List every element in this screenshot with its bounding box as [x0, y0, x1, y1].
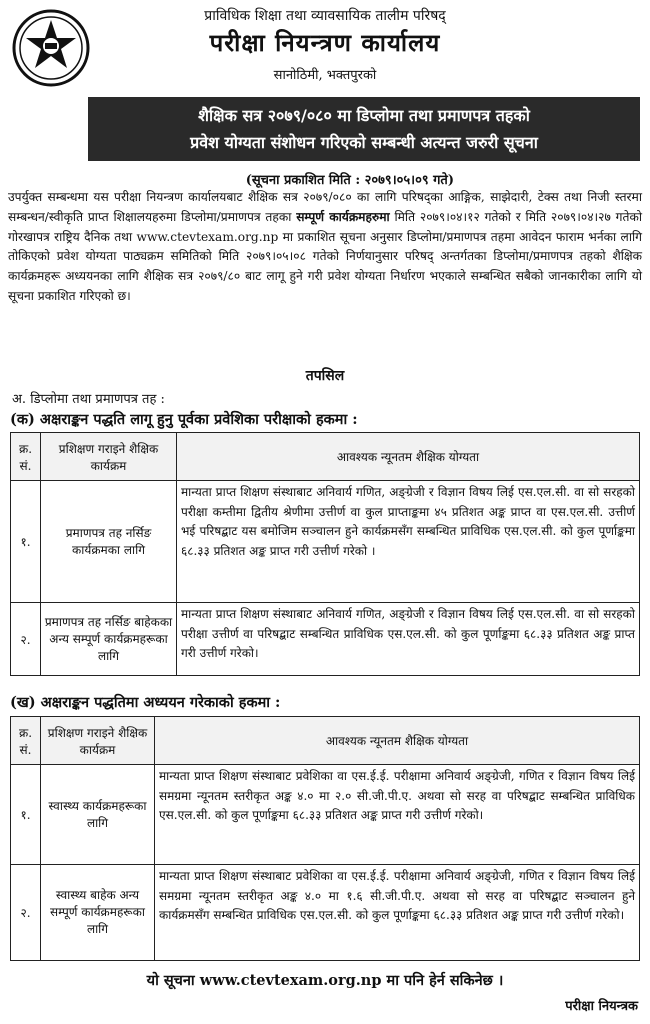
header [0, 0, 650, 94]
office-location: सानोठिमी, भक्तपुरको [273, 68, 377, 83]
col-requirement-header: आवश्यक न्यूनतम शैक्षिक योग्यता [155, 717, 640, 765]
intro-paragraph [8, 188, 642, 307]
row-program: स्वास्थ्य कार्यक्रमहरूका लागि [41, 765, 155, 865]
table-header-row [11, 433, 640, 481]
notice-title-line-1: शैक्षिक सत्र २०७९/०८० मा डिप्लोमा तथा प्रमाणपत्र तहको [198, 106, 530, 125]
intro-text-2: मिति २०७९।०४।१२ गतेको र मिति २०७९।०४।२७ गतेको गोरखापत्र राष्ट्रिय दैनिक तथा www.ctevtexam.org.np मा प्रकाशित सूचना अनुसार डिप्लोमा/प्रमाणपत्र तहमा आवेदन फाराम भर्नका लागि तोकिएको प्रवेश योग्यता पाठ्यक्रम समितिको मिति २०७९।०५।०८ गतेको निर्णयानुसार परिषद् अन्तर्गतका डिप्लोमा/प्रमाणपत्र तहको शैक्षिक कार्यक्रमहरू अध्ययनका लागि शैक्षिक सत्र २०७९/८० बाट लागू हुने गरी प्रवेश योग्यता निर्धारण भएकाले सम्बन्धित सबैको जानकारीका लागि यो सूचना प्रकाशित गरिएको छ। [8, 209, 642, 303]
row-requirement: मान्यता प्राप्त शिक्षण संस्थाबाट प्रवेशिका वा एस.ई.ई. परीक्षामा अनिवार्य अङ्ग्रेजी, गणित र विज्ञान विषय लिई समग्रमा न्यूनतम स्तरीकृत अङ्क ४.० मा २.० सी.जी.पी.ए. अथवा सो सरह वा परिषद्बाट सम्बन्धित प्राविधिक एस.एल.सी. को कुल पूर्णाङ्कमा ६८.३३ प्रतिशत अङ्क प्राप्त गरी उत्तीर्ण गरेको। [155, 765, 640, 865]
section-k-heading: (क) अक्षराङ्कन पद्धति लागू हुनु पूर्वका प्रवेशिका परीक्षाको हकमा : [10, 411, 358, 428]
row-program: प्रमाणपत्र तह नर्सिङ बाहेकका अन्य सम्पूर्ण कार्यक्रमहरूका लागि [41, 603, 177, 676]
col-requirement-header: आवश्यक न्यूनतम शैक्षिक योग्यता [177, 433, 640, 481]
publish-date: (सूचना प्रकाशित मिति : २०७९।०५।०९ गते) [245, 173, 454, 188]
notice-title-line-2: प्रवेश योग्यता संशोधन गरिएको सम्बन्धी अत्यन्त जरुरी सूचना [190, 133, 538, 152]
col-program-header: प्रशिक्षण गराइने शैक्षिक कार्यक्रम [41, 717, 155, 765]
row-program: प्रमाणपत्र तह नर्सिङ कार्यक्रमका लागि [41, 481, 177, 603]
footer-website-note: यो सूचना www.ctevtexam.org.np मा पनि हेर्न सकिनेछ । [146, 972, 504, 989]
row-requirement: मान्यता प्राप्त शिक्षण संस्थाबाट अनिवार्य गणित, अङ्ग्रेजी र विज्ञान विषय लिई एस.एल.सी. वा सो सरहको परीक्षा उत्तीर्ण वा परिषद्बाट सम्बन्धित प्राविधिक एस.एल.सी. को कुल पूर्णाङ्कमा ६८.३३ प्रतिशत अङ्क प्राप्त गरी उत्तीर्ण गरेको। [177, 603, 640, 676]
schedule-title: तपसिल [305, 368, 345, 384]
col-serial-header: क्र. सं. [11, 717, 41, 765]
qualification-table-k [10, 432, 640, 676]
table-row [11, 481, 640, 603]
notice-title-banner [88, 97, 640, 161]
section-a-heading: अ. डिप्लोमा तथा प्रमाणपत्र तह : [12, 392, 165, 407]
organization-name: प्राविधिक शिक्षा तथा व्यावसायिक तालीम परिषद् [204, 8, 446, 24]
office-name: परीक्षा नियन्त्रण कार्यालय [209, 28, 441, 57]
table-row [11, 603, 640, 676]
qualification-table-kh [10, 716, 640, 961]
col-serial-header: क्र. सं. [11, 433, 41, 481]
row-requirement: मान्यता प्राप्त शिक्षण संस्थाबाट अनिवार्य गणित, अङ्ग्रेजी र विज्ञान विषय लिई एस.एल.सी. वा सो सरहको परीक्षा कम्तीमा द्वितीय श्रेणीमा उत्तीर्ण वा कुल प्राप्ताङ्कमा ४५ प्रतिशत अङ्क प्राप्त वा एस.एल.सी. उत्तीर्ण भई परिषद्बाट यस बमोजिम सञ्चालन हुने कार्यक्रमसँग सम्बन्धित प्राविधिक एस.एल.सी. को कुल पूर्णाङ्कमा ६८.३३ प्रतिशत अङ्क प्राप्त गरी उत्तीर्ण गरेको । [177, 481, 640, 603]
table-header-row [11, 717, 640, 765]
intro-bold-text: सम्पूर्ण कार्यक्रमहरुमा [296, 209, 390, 224]
table-row [11, 865, 640, 961]
row-program: स्वास्थ्य बाहेक अन्य सम्पूर्ण कार्यक्रमहरूका लागि [41, 865, 155, 961]
row-serial: १. [11, 481, 41, 603]
signoff: परीक्षा नियन्त्रक [565, 999, 638, 1014]
row-requirement: मान्यता प्राप्त शिक्षण संस्थाबाट प्रवेशिका वा एस.ई.ई. परीक्षामा अनिवार्य अङ्ग्रेजी, गणित र विज्ञान विषय लिई समग्रमा न्यूनतम स्तरीकृत अङ्क ४.० मा १.६ सी.जी.पी.ए. अथवा सो सरह वा परिषद्बाट सञ्चालन हुने कार्यक्रमसँग सम्बन्धित प्राविधिक एस.एल.सी. को कुल पूर्णाङ्कमा ६८.३३ प्रतिशत अङ्क प्राप्त गरी उत्तीर्ण गरेको। [155, 865, 640, 961]
row-serial: २. [11, 865, 41, 961]
intro-text-1: उपर्युक्त सम्बन्धमा यस परीक्षा नियन्त्रण कार्यालयबाट शैक्षिक सत्र २०७९/०८० का लागि परिषद्का आङ्गिक, साझेदारी, टेक्स तथा निजी स्तरमा सम्बन्धन/स्वीकृति प्राप्त शिक्षालयहरुमा डिप्लोमा/प्रमाणपत्र तहका [8, 190, 642, 224]
section-kh-heading: (ख) अक्षराङ्कन पद्धतिमा अध्ययन गरेकाको हकमा : [10, 694, 281, 711]
row-serial: १. [11, 765, 41, 865]
table-row [11, 765, 640, 865]
col-program-header: प्रशिक्षण गराइने शैक्षिक कार्यक्रम [41, 433, 177, 481]
row-serial: २. [11, 603, 41, 676]
